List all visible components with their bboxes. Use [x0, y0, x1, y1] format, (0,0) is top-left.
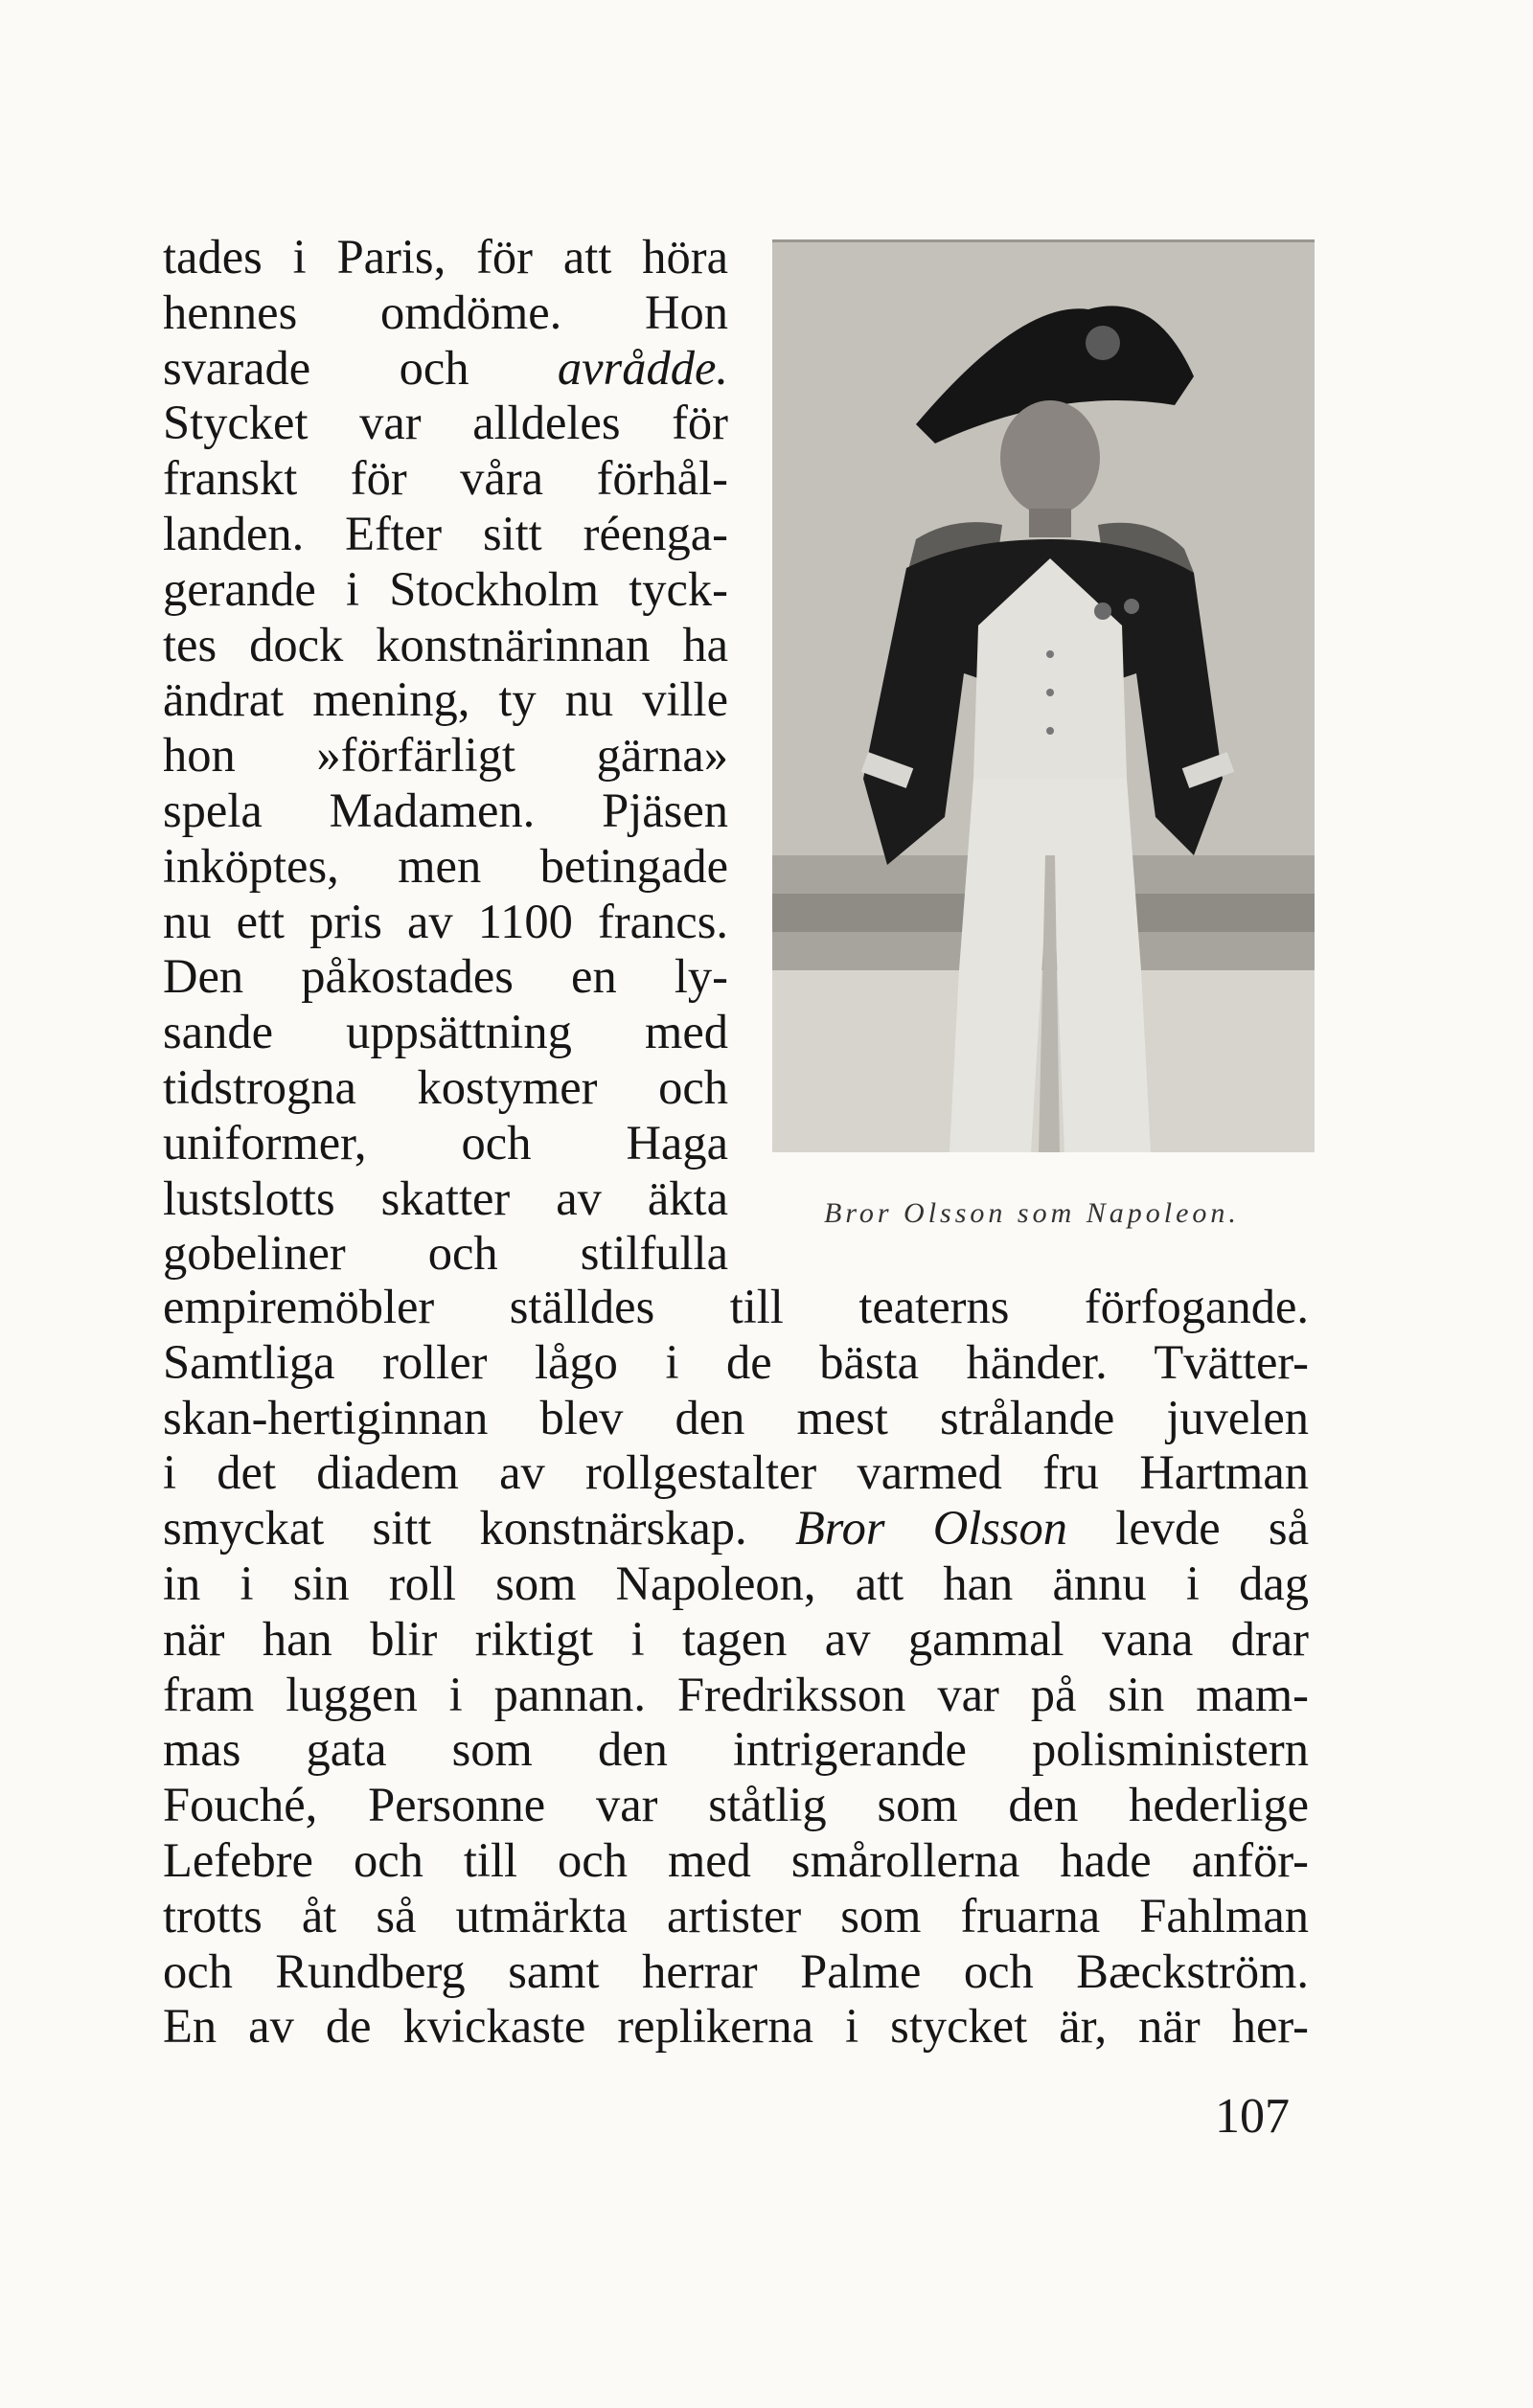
text-line: En av de kvickaste replikerna i stycket är, när her- — [163, 1999, 1309, 2054]
text-line: tades i Paris, för att höra — [163, 230, 728, 284]
text-line: in i sin roll som Napoleon, att han ännu i dag — [163, 1556, 1309, 1610]
photo-caption: Bror Olsson som Napoleon. — [824, 1197, 1240, 1229]
text-column-full — [163, 1280, 1309, 2055]
text-line: i det diadem av rollgestalter varmed fru Hartman — [163, 1445, 1309, 1500]
text-line: tes dock konstnärinnan ha — [163, 617, 728, 671]
text-line: mas gata som den intrigerande polisministern — [163, 1722, 1309, 1777]
text-line: gobeliner och stilfulla — [163, 1226, 728, 1281]
text-column-narrow — [163, 230, 728, 1282]
italic-name: Bror Olsson — [794, 1501, 1068, 1556]
text-line: empiremöbler ställdes till teaterns förfogande. — [163, 1280, 1309, 1333]
text-line: Samtliga roller lågo i de bästa händer. Tvätter- — [163, 1334, 1309, 1389]
text-line: tidstrogna kostymer och — [163, 1059, 728, 1114]
text-line: när han blir riktigt i tagen av gammal vana drar — [163, 1611, 1309, 1666]
text-line — [163, 341, 728, 397]
text-line: nu ett pris av 1100 francs. — [163, 894, 728, 948]
text-line: Den påkostades en ly- — [163, 949, 728, 1004]
text-line: hennes omdöme. Hon — [163, 284, 728, 339]
text-line: hon »förfärligt gärna» — [163, 728, 728, 783]
page-number: 107 — [1215, 2089, 1290, 2144]
napoleon-portrait-photo — [772, 239, 1315, 1152]
text-fragment: levde så — [1067, 1501, 1309, 1556]
text-line: lustslotts skatter av äkta — [163, 1170, 728, 1225]
text-line: landen. Efter sitt réenga- — [163, 506, 728, 560]
text-fragment: smyckat sitt konstnärskap. — [163, 1501, 795, 1556]
text-line: sande uppsättning med — [163, 1005, 728, 1059]
text-line: skan-hertiginnan blev den mest strålande juvelen — [163, 1390, 1309, 1444]
text-line: Stycket var alldeles för — [163, 396, 728, 450]
text-line: uniformer, och Haga — [163, 1115, 728, 1170]
text-line: Fouché, Personne var ståtlig som den hederlige — [163, 1778, 1309, 1832]
text-line: Lefebre och till och med smårollerna hade anför- — [163, 1832, 1309, 1887]
text-line: franskt för våra förhål- — [163, 451, 728, 506]
text-line: inköptes, men betingade — [163, 838, 728, 893]
italic-word: avrådde. — [557, 340, 728, 395]
text-line: ändrat mening, ty nu ville — [163, 672, 728, 727]
text-line: gerande i Stockholm tyck- — [163, 561, 728, 616]
text-line — [163, 1501, 1309, 1556]
text-line: och Rundberg samt herrar Palme och Bæckström. — [163, 1943, 1309, 1998]
portrait-illustration — [772, 242, 1315, 1152]
text-line: spela Madamen. Pjäsen — [163, 783, 728, 837]
text-fragment: svarade och — [163, 340, 558, 395]
text-line: fram luggen i pannan. Fredriksson var på sin mam- — [163, 1667, 1309, 1721]
text-line: trotts åt så utmärkta artister som fruarna Fahlman — [163, 1888, 1309, 1942]
